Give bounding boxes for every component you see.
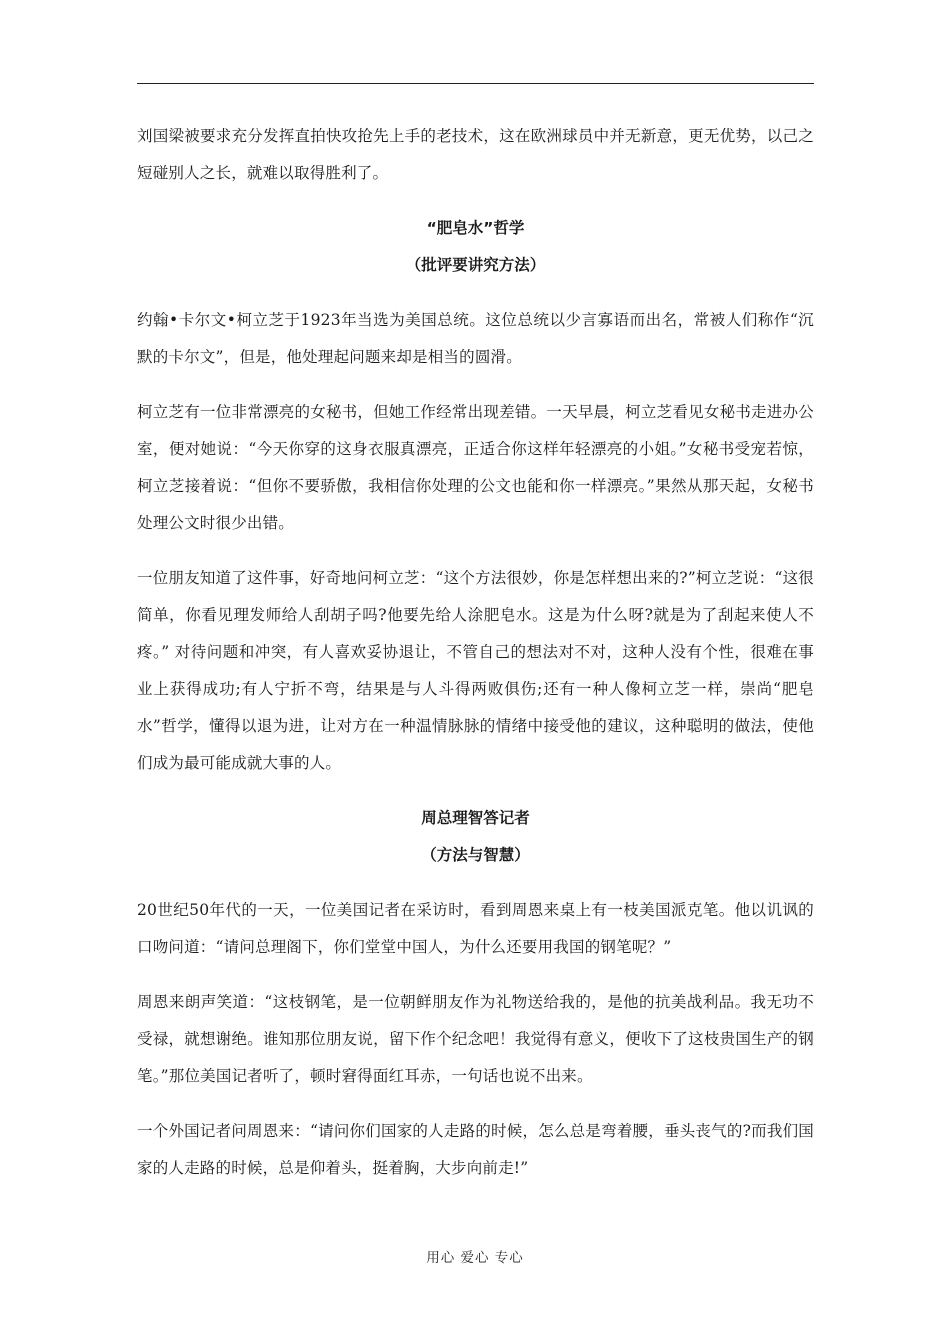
- section-title: “肥皂水”哲学: [426, 219, 525, 237]
- paragraph: 刘国梁被要求充分发挥直拍快攻抢先上手的老技术，这在欧洲球员中并无新意，更无优势，以己之短碰别人之长，就难以取得胜利了。: [137, 127, 814, 182]
- document-body: [137, 118, 814, 1205]
- header-rule: [137, 83, 814, 84]
- page-footer: 用心 爱心 专心: [426, 1250, 524, 1266]
- paragraph: 约翰•卡尔文•柯立芝于1923年当选为美国总统。这位总统以少言寡语而出名，常被人们称作“沉默的卡尔文”，但是，他处理起问题来却是相当的圆滑。: [137, 311, 814, 366]
- paragraph: 一位朋友知道了这件事，好奇地问柯立芝：“这个方法很妙，你是怎样想出来的?”柯立芝说：“这很简单，你看见理发师给人刮胡子吗?他要先给人涂肥皂水。这是为什么呀?就是为了刮起来使人不疼。” 对待问题和冲突，有人喜欢妥协退让，不管自己的想法对不对，这种人没有个性，很难在事业上获得成功;有人宁折不弯，结果是与人斗得两败俱伤;还有一种人像柯立芝一样，崇尚“肥皂水”哲学，懂得以退为进，让对方在一种温情脉脉的情绪中接受他的建议，这种聪明的做法，使他们成为最可能成就大事的人。: [137, 569, 814, 772]
- paragraph: 柯立芝有一位非常漂亮的女秘书，但她工作经常出现差错。一天早晨，柯立芝看见女秘书走进办公室，便对她说：“今天你穿的这身衣服真漂亮，正适合你这样年轻漂亮的小姐。”女秘书受宠若惊，柯立芝接着说：“但你不要骄傲，我相信你处理的公文也能和你一样漂亮。”果然从那天起，女秘书处理公文时很少出错。: [137, 403, 814, 532]
- paragraph: 20世纪50年代的一天，一位美国记者在采访时，看到周恩来桌上有一枝美国派克笔。他以讥讽的口吻问道：“请问总理阁下，你们堂堂中国人，为什么还要用我国的钢笔呢？”: [137, 901, 814, 956]
- paragraph: 周恩来朗声笑道：“这枝钢笔，是一位朝鲜朋友作为礼物送给我的，是他的抗美战利品。我无功不受禄，就想谢绝。谁知那位朋友说，留下作个纪念吧！我觉得有意义，便收下了这枝贵国生产的钢笔。”那位美国记者听了，顿时窘得面红耳赤，一句话也说不出来。: [137, 993, 814, 1085]
- section-title: 周总理智答记者: [421, 809, 530, 827]
- paragraph: 一个外国记者问周恩来：“请问你们国家的人走路的时候，怎么总是弯着腰，垂头丧气的?而我们国家的人走路的时候，总是仰着头，挺着胸，大步向前走!”: [137, 1122, 814, 1177]
- section-subtitle: （方法与智慧）: [421, 846, 530, 864]
- section-subtitle: （批评要讲究方法）: [405, 256, 546, 274]
